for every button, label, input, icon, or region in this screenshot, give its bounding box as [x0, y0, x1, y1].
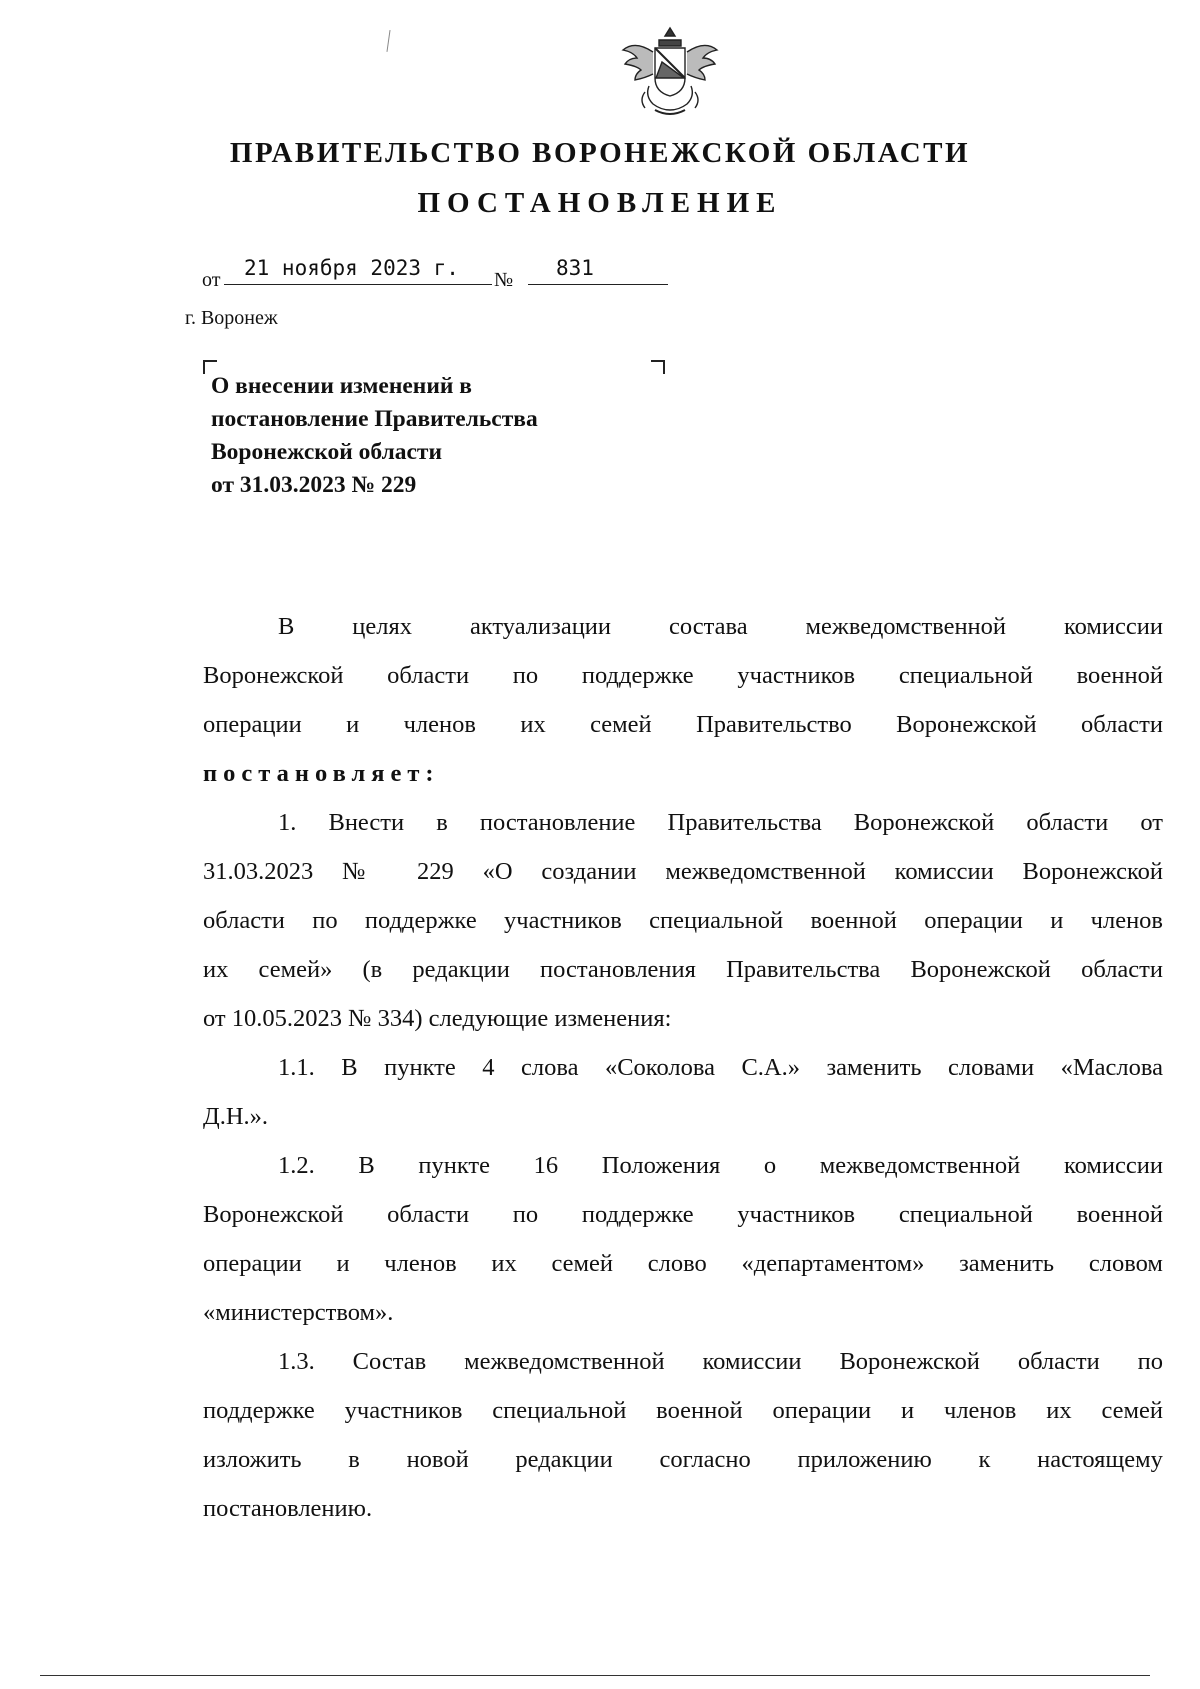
- item-line: изложить в новой редакции согласно приложению к настоящему: [203, 1446, 1163, 1473]
- item-line: 1.1. В пункте 4 слова «Соколова С.А.» заменить словами «Маслова: [278, 1054, 1163, 1081]
- subject-line: постановление Правительства: [211, 406, 538, 432]
- item-line: поддержке участников специальной военной операции и членов их семей: [203, 1397, 1163, 1424]
- item-1-1: [203, 1043, 1163, 1141]
- item-line: 31.03.2023 № 229 «О создании межведомственной комиссии Воронежской: [203, 858, 1163, 885]
- item-line: Воронежской области по поддержке участников специальной военной: [203, 1201, 1163, 1228]
- stray-scan-mark: [386, 30, 391, 52]
- subject-line: Воронежской области: [211, 439, 443, 465]
- item-line: области по поддержке участников специальной военной операции и членов: [203, 907, 1163, 934]
- document-date: 21 ноября 2023 г.: [224, 255, 492, 285]
- date-number-line: [202, 255, 682, 289]
- preamble: [203, 602, 1163, 798]
- page-bottom-edge: [40, 1675, 1150, 1676]
- item-line: их семей» (в редакции постановления Правительства Воронежской области: [203, 956, 1163, 983]
- item-line: операции и членов их семей слово «департаментом» заменить словом: [203, 1250, 1163, 1277]
- subject-line: О внесении изменений в: [211, 373, 472, 399]
- city-name: г. Воронеж: [185, 307, 278, 329]
- date-label: от: [202, 269, 221, 291]
- item-line: от 10.05.2023 № 334) следующие изменения:: [203, 1005, 672, 1032]
- item-1-2: [203, 1141, 1163, 1337]
- item-line: Д.Н.».: [203, 1103, 269, 1130]
- government-title: ПРАВИТЕЛЬСТВО ВОРОНЕЖСКОЙ ОБЛАСТИ: [229, 137, 971, 169]
- preamble-line: В целях актуализации состава межведомственной комиссии: [278, 613, 1163, 640]
- coat-of-arms-icon: [615, 22, 725, 122]
- subject-line: от 31.03.2023 № 229: [211, 472, 417, 498]
- item-1: [203, 798, 1163, 1043]
- preamble-line: операции и членов их семей Правительство Воронежской области: [203, 711, 1163, 738]
- preamble-line: Воронежской области по поддержке участников специальной военной: [203, 662, 1163, 689]
- number-label: №: [494, 269, 514, 291]
- document-number: 831: [528, 255, 668, 285]
- item-line: 1. Внести в постановление Правительства Воронежской области от: [278, 809, 1163, 836]
- resolves-word: постановляет:: [203, 760, 440, 787]
- item-line: 1.3. Состав межведомственной комиссии Воронежской области по: [278, 1348, 1163, 1375]
- item-line: 1.2. В пункте 16 Положения о межведомственной комиссии: [278, 1152, 1163, 1179]
- item-line: постановлению.: [203, 1495, 373, 1522]
- item-1-3: [203, 1337, 1163, 1533]
- document-type: ПОСТАНОВЛЕНИЕ: [417, 187, 783, 219]
- item-line: «министерством».: [203, 1299, 394, 1326]
- document-subject: [211, 370, 711, 502]
